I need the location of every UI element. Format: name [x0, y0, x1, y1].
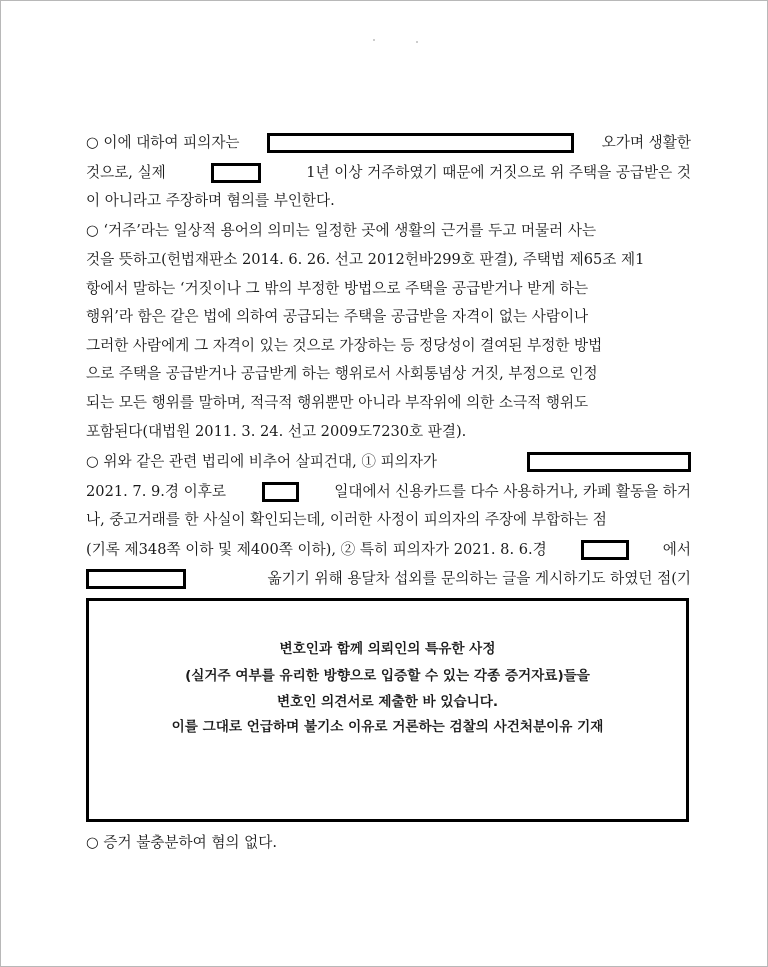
text: 항에서 말하는 ‘거짓이나 그 밖의 부정한 방법으로 주택을 공급받거나 받게 하는 [86, 279, 589, 297]
notice-line-2: (실거주 여부를 유리한 방향으로 입증할 수 있는 각종 증거자료)들을 [185, 668, 590, 684]
text: 그러한 사람에게 그 자격이 있는 것으로 가장하는 등 정당성이 결여된 부정한 방법 [86, 336, 603, 354]
text: ○ 이에 대하여 피의자는 [86, 133, 240, 151]
text: 옮기기 위해 용달차 섭외를 문의하는 글을 게시하기도 하였던 점(기 [267, 569, 691, 587]
text: 되는 모든 행위를 말하며, 적극적 행위뿐만 아니라 부작위에 의한 소극적 행위도 [86, 393, 589, 411]
p2-line-3 [86, 278, 691, 300]
text: 2021. 7. 9.경 이후로 [86, 482, 226, 500]
p3-line-3 [86, 509, 691, 531]
notice-line-1: 변호인과 함께 의뢰인의 특유한 사정 [279, 641, 496, 657]
text: 것을 뜻하고(헌법재판소 2014. 6. 26. 선고 2012헌바299호 판결), 주택법 제65조 제1 [86, 250, 645, 268]
p1-line-3 [86, 190, 691, 212]
p2-line-8 [86, 421, 691, 443]
scan-speck [373, 39, 375, 41]
notice-box [86, 598, 689, 822]
p3-line-1 [86, 451, 691, 473]
redaction-box [527, 452, 691, 472]
p3-line-4 [86, 539, 691, 561]
text: 나, 중고거래를 한 사실이 확인되는데, 이러한 사정이 피의자의 주장에 부합하는 점 [86, 510, 607, 528]
redaction-box [211, 163, 261, 183]
text: 오가며 생활한 [601, 133, 691, 151]
p2-line-4 [86, 306, 691, 328]
text: 포함된다(대법원 2011. 3. 24. 선고 2009도7230호 판결). [86, 422, 467, 440]
scan-speck [416, 41, 418, 43]
redaction-box [581, 540, 629, 560]
redaction-box [267, 133, 574, 153]
text: 이 아니라고 주장하며 혐의를 부인한다. [86, 191, 335, 209]
p3-line-2 [86, 481, 691, 503]
text: 에서 [662, 540, 691, 558]
p1-line-1 [86, 132, 691, 154]
redaction-box [86, 569, 186, 589]
text: 으로 주택을 공급받거나 공급받게 하는 행위로서 사회통념상 거짓, 부정으로 인정 [86, 364, 598, 382]
p1-line-2 [86, 162, 691, 184]
text: 것으로, 실제 [86, 163, 166, 181]
text: 일대에서 신용카드를 다수 사용하거나, 카페 활동을 하거 [334, 482, 691, 500]
p2-line-1 [86, 220, 691, 242]
text: ○ 위와 같은 관련 법리에 비추어 살피건대, ① 피의자가 [86, 452, 438, 470]
p2-line-2 [86, 249, 691, 271]
notice-line-3: 변호인 의견서로 제출한 바 있습니다. [276, 694, 499, 710]
text: (기록 제348쪽 이하 및 제400쪽 이하), ② 특히 피의자가 2021. 8. 6.경 [86, 540, 547, 558]
p2-line-7 [86, 392, 691, 414]
text: ○ 증거 불충분하여 혐의 없다. [86, 833, 278, 851]
text: 행위’라 함은 같은 법에 의하여 공급되는 주택을 공급받을 자격이 없는 사람이나 [86, 307, 589, 325]
p2-line-6 [86, 363, 691, 385]
p3-line-5 [86, 568, 691, 590]
notice-line-4: 이를 그대로 언급하며 불기소 이유로 거론하는 검찰의 사건처분이유 기재 [171, 719, 604, 735]
p2-line-5 [86, 335, 691, 357]
text: ○ ‘거주’라는 일상적 용어의 의미는 일정한 곳에 생활의 근거를 두고 머물러 사는 [86, 221, 597, 239]
p4-line-1 [86, 832, 691, 854]
text: 1년 이상 거주하였기 때문에 거짓으로 위 주택을 공급받은 것 [306, 163, 691, 181]
redaction-box [262, 482, 299, 502]
